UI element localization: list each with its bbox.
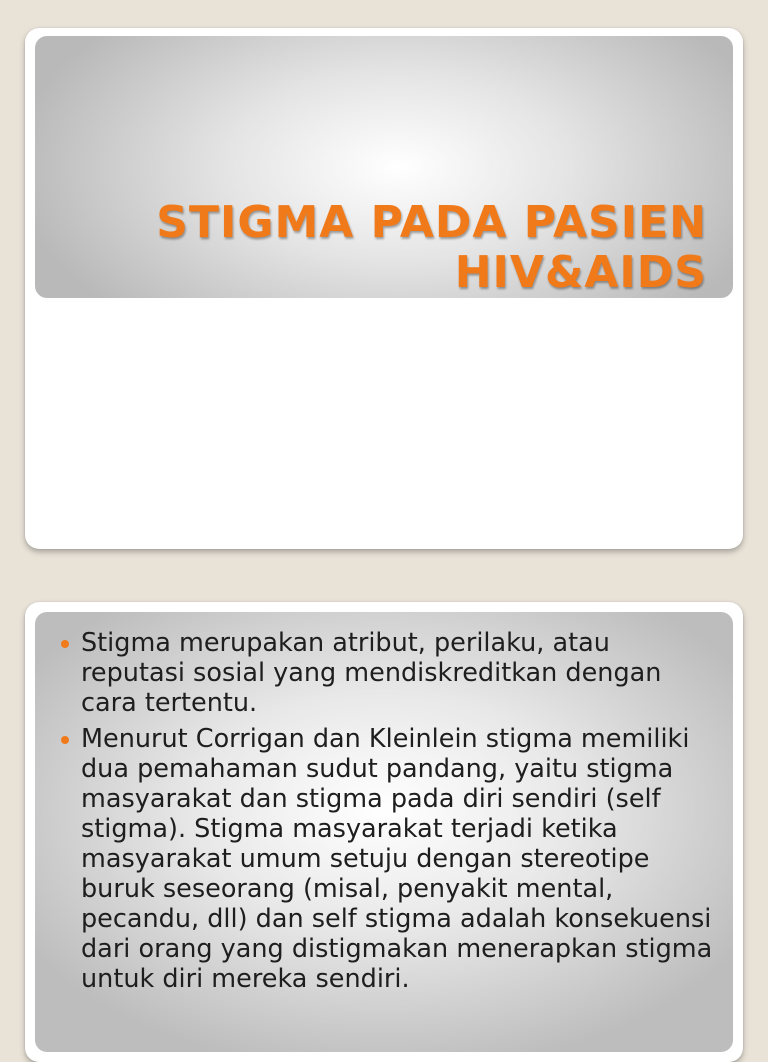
- bullet-dot-icon: [61, 640, 69, 648]
- content-panel: [35, 612, 733, 1052]
- bullet-list: [61, 628, 721, 1000]
- slide-1[interactable]: [25, 28, 743, 549]
- bullet-item: [61, 628, 721, 718]
- bullet-item: [61, 724, 721, 994]
- slide-title: STIGMA PADA PASIEN HIV&AIDS: [156, 197, 707, 298]
- bullet-dot-icon: [61, 736, 69, 744]
- bullet-text: Stigma merupakan atribut, perilaku, atau reputasi sosial yang mendiskreditkan dengan cara tertentu.: [81, 628, 662, 718]
- bullet-text: Menurut Corrigan dan Kleinlein stigma memiliki dua pemahaman sudut pandang, yaitu stigma masyarakat dan stigma pada diri sendiri (self stigma). Stigma masyarakat terjadi ketika masyarakat umum setuju dengan stereotipe buruk seseorang (misal, penyakit mental, pecandu, dll) dan self stigma adalah konsekuensi dari orang yang distigmakan menerapkan stigma untuk diri mereka sendiri.: [81, 724, 713, 994]
- title-panel: [35, 36, 733, 298]
- slide-2[interactable]: [25, 602, 743, 1062]
